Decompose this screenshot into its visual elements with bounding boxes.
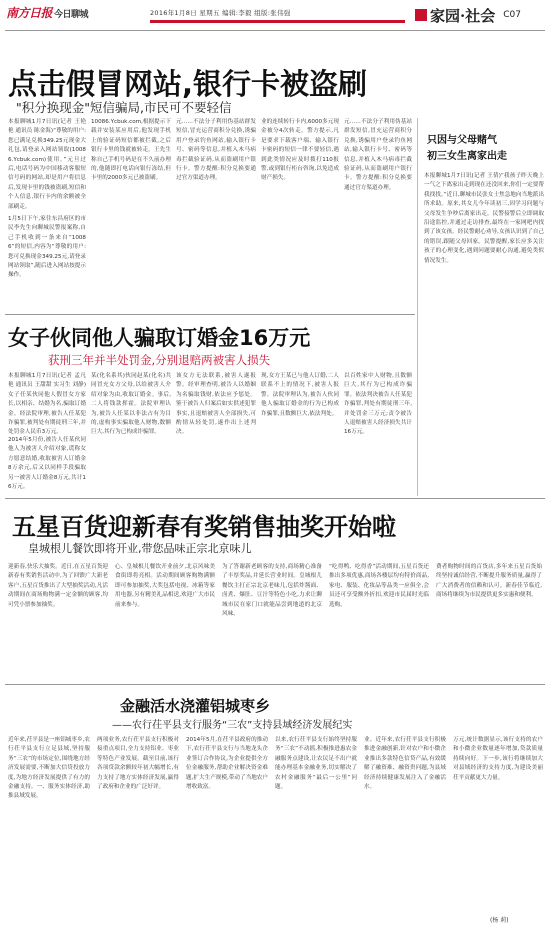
article1-col4: 元……不法分子利用伪基站群发短信,冒充运营商积分兑换,诱骗用户登录钓鱼网站,输入银行卡号、密码等信息,并植入木马病毒拦截验证码,从而盗刷用户银行卡。警方提醒:积分兑换要通过官方渠道办理。	[176, 119, 256, 182]
author-byline: (杨 莉)	[490, 917, 509, 924]
article4-col3: 2014年5月,在茌平县政府的推动下,农行茌平县支行与当地龙头企业签订合作协议,为企业提供全方位金融服务,帮助企业解决资金难题,扩大生产规模,带动了当地农户增收致富。	[186, 737, 268, 791]
article3-divider	[5, 498, 545, 499]
article2-subhead: 获刑三年并半处罚金,分别退赔两被害人损失	[48, 353, 271, 367]
page-number: C07	[503, 10, 521, 20]
section-square-icon	[415, 9, 427, 21]
article4-col4: 以来,农行茌平县支行始终坚持服务“三农”不动摇,积极推进惠农金融服务点建设,让农民足不出户就能办理基本金融业务,切实解决了农村金融服务“最后一公里”问题。	[275, 737, 357, 791]
article1-subhead: "积分换现金"短信骗局,市民可不要轻信	[16, 100, 232, 115]
masthead-tag: 今日聊城	[54, 10, 89, 20]
article1-col3: 10086.Ycbuk.com,根据提示下载并安装某应用后,他发现手机上的验证码短信都被拦截,之后银行卡里的钱就被转走。王先生称自己手机号码是在不久前办理的,他随即打电话向银行冻结,但卡里的2000多元已被盗刷。	[91, 119, 171, 182]
article3-col2: 心、皇城根儿餐饮开业前夕,北京风味美食街即将亮相。活动期间顾客购物满额即可参加抽奖,大奖包括电视、冰箱等家用电器,另有精美礼品相送,欢迎广大市民前来参与。	[115, 564, 215, 608]
article4-col1: 近年来,茌平县是一座铝城枣乡,农行茌平县支行立足县域,坚持服务“三农”的市场定位,围绕地方经济发展需要,不断加大信贷投放力度,为地方经济发展提供了有力的金融支持。一、服务实体经济,助推县域发展。	[8, 737, 90, 800]
article4-divider	[5, 684, 545, 685]
sidebar-divider	[417, 118, 418, 496]
article3-subhead: 皇城根儿餐饮即将开业,带您品味正宗北京味儿	[28, 542, 252, 555]
masthead: 南方日报 今日聊城	[6, 6, 89, 20]
article2-col2: 2014年5月份,被告人任某伙同他人为被害人介绍对象,谎称女方愿意结婚,收取被害人订婚金8万余元,后又以同样手段骗取另一被害人订婚金8万元,共计16万元。	[8, 437, 86, 491]
article4-col2: 两项业务,农行茌平县支行积极对接重点项目,全力支持铝业、枣业等特色产业发展。截至目前,该行各项贷款余额较年初大幅增长,有力支持了地方实体经济发展,赢得了政府和企业的广泛好评。	[97, 737, 179, 791]
article1-col5: 业的连续转行卡内,6000多元现金被分4次转走。警方提示,凡是要求下载客户端、输入银行卡密码的短信一律不要轻信,遇到此类情况应及时拨打110报警,或到银行柜台咨询,以免造成财产损失。	[261, 119, 339, 182]
article4-subhead: ——农行茌平县支行服务“三农”支持县域经济发展纪实	[112, 720, 353, 731]
header-divider	[5, 30, 545, 31]
header-rule	[150, 20, 405, 23]
article1-headline: 点击假冒网站,银行卡被盗刷	[8, 67, 368, 101]
article3-col5: 费者购物时间的百货店,多年来五星百货始终坚持诚信经营,不断提升服务质量,赢得了广大消费者的信赖和认可。新春佳节临近,商场将继续为市民提供更多实惠和便利。	[436, 564, 542, 599]
date-line: 2016年1月8日 星期五 编辑:李毅 组版:张伟强	[150, 9, 291, 17]
section-title: 家园·社会	[430, 6, 496, 25]
article2-col4: 该女方无法联系,被害人遂报警。经审理查明,被告人以婚姻为名骗取钱财,依法应予惩处。鉴于被告人归案后如实供述犯罪事实,且退赔被害人全部损失,可酌情从轻处罚,遂作出上述判决。	[176, 373, 256, 436]
article2-col3: 某(化名系其)伙同赵某(化名)共同冒充女方父母,以给被害人介绍对象为由,收取订婚金。事后,二人将钱款挥霍。法院审理认为,被告人任某以非法占有为目的,虚构事实骗取他人财物,数额巨大,其行为已构成诈骗罪。	[91, 373, 171, 436]
article1-col2: 1月5日下午,家住东昌府区的市民李先生向聊城民警报案称,自己手机收到一条来自“10086”的短信,内容为“尊敬的用户:您可兑换现金349.25元,请登录网站领取”,随后进入网站按提示操作。	[8, 216, 86, 279]
article4-col6: 万元,统计数据显示,该行支持的农户和小微企业数量逐年增加,贷款质量持续向好。下一步,该行将继续加大对县域经济的支持力度,为建设美丽茌平贡献更大力量。	[453, 737, 543, 781]
article2-col5: 现,女方王某已与他人订婚,二人联系不上的情况下,被害人报警。法院审理认为,被告人伙同他人骗取订婚金的行为已构成诈骗罪,且数额巨大,依法判处。	[261, 373, 339, 417]
sidebar-headline-line2: 初三女生离家出走	[427, 151, 507, 162]
article1-col6: 元……不法分子利用伪基站群发短信,冒充运营商积分兑换,诱骗用户登录钓鱼网站,输入银行卡号、密码等信息,并植入木马病毒拦截验证码,从而盗刷用户银行卡。警方提醒:积分兑换要通过官方渠道办理。	[344, 119, 412, 191]
sidebar-headline	[427, 133, 507, 165]
article3-col1: 迎新春,快乐大抽奖。近日,在五星百货迎新春有奖销售活动中,为了回馈广大新老客户,五星百货推出了大型抽奖活动,凡活动期间在商场购物满一定金额的顾客,均可凭小票参加抽奖。	[8, 564, 108, 608]
section-header	[415, 3, 521, 27]
article4-headline: 金融活水浇灌铝城枣乡	[120, 697, 271, 715]
article2-col1: 本报聊城1月7日讯(记者 孟凡艳 通讯员 王甜甜 实习生 刘静)女子任某伙同他人假冒女方家长,以相亲、结婚为名,骗取订婚金。经法院审理,被告人任某犯诈骗罪,被判处有期徒刑三年,并处罚金人民币3万元。	[8, 373, 86, 436]
article2-divider	[5, 314, 415, 315]
article1-col1: 本报聊城1月7日讯(记者 王艳艳 通讯员 陈金海)“尊敬的用户:您已满足兑换349.25元现金大礼包,请登录入网站领取(10086.Ycbuk.com)使用。”元旦过后,电话号码为中国移动客服短信号码的网站,却是用户将信息后,发现卡里的钱被盗刷,短信和个人信息,银行卡内的余额被全部刷走。	[8, 119, 86, 210]
article2-headline: 女子伙同他人骗取订婚金16万元	[8, 326, 311, 350]
article2-col6: 以百姓家中人财物,且数额巨大,其行为已构成诈骗罪。依法判决被告人任某犯诈骗罪,判处有期徒刑三年,并处罚金三万元;责令被告人退赔被害人经济损失共计16万元。	[344, 373, 412, 436]
article3-col4: “吃得鸭、吃得香”活动期间,五星百货还推出多项优惠,商场各楼层均有特价商品,家电、服装、化妆品等品类一应俱全,会员还可享受额外折扣,欢迎市民届时光临选购。	[329, 564, 429, 608]
article3-headline: 五星百货迎新春有奖销售抽奖开始啦	[12, 513, 396, 541]
article3-col3: 为了答谢新老顾客的支持,商场精心准备了丰厚奖品,并延长营业时间。皇城根儿餐饮主打正宗北京老味儿,包括炸酱面、卤煮、爆肚、豆汁等特色小吃,力求让聊城市民在家门口就能品尝到地道的北京风味。	[222, 564, 322, 618]
sidebar-headline-line1: 只因与父母赌气	[427, 135, 497, 146]
article4-col5: 业。近年来,农行茌平县支行积极推进金融创新,针对农户和小微企业推出多款特色信贷产品,有效缓解了融资难、融资贵问题,为县域经济持续健康发展注入了金融活水。	[364, 737, 446, 791]
sidebar-text: 本报聊城1月7日讯(记者 王倩)“我孩子昨天晚上一气之下离家出走到现在还没回来,你们一定要帮我找找。”近日,聊城市民张女士焦急地向当地派出所求助。原来,其女儿今年读初三,因学习问题与父母发生争吵后离家出走。民警接警后立即调取沿途监控,并通过走访排查,最终在一家网吧内找到了该女孩。经民警耐心劝导,女孩认识到了自己的错误,跟随父母回家。民警提醒,家长应多关注孩子的心理变化,遇到问题要耐心沟通,避免类似情况发生。	[424, 173, 544, 264]
